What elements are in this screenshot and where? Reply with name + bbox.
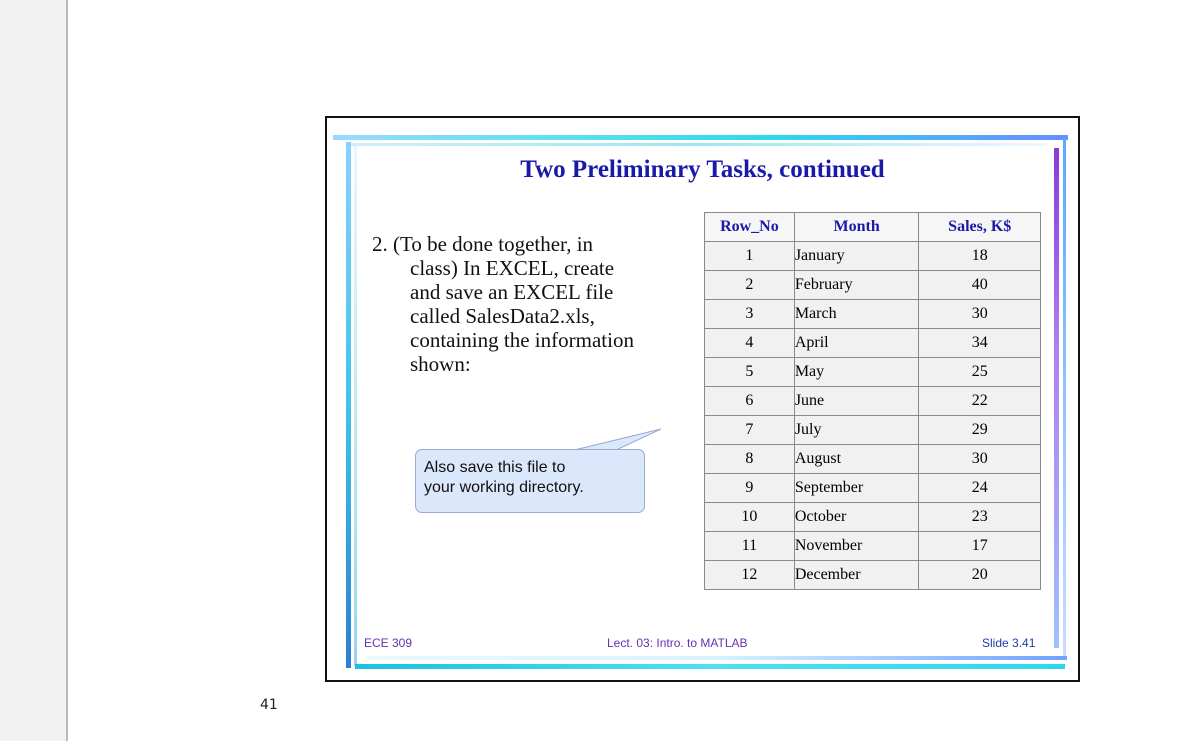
decorative-bottom-bar-inner bbox=[367, 656, 1067, 660]
footer-course: ECE 309 bbox=[364, 636, 413, 650]
cell-sales: 22 bbox=[919, 387, 1041, 416]
decorative-bottom-bar bbox=[355, 664, 1065, 669]
cell-row-no: 11 bbox=[705, 532, 795, 561]
cell-sales: 18 bbox=[919, 242, 1041, 271]
cell-month: January bbox=[794, 242, 919, 271]
cell-month: October bbox=[794, 503, 919, 532]
cell-month: May bbox=[794, 358, 919, 387]
cell-month: November bbox=[794, 532, 919, 561]
cell-row-no: 6 bbox=[705, 387, 795, 416]
cell-row-no: 7 bbox=[705, 416, 795, 445]
cell-row-no: 5 bbox=[705, 358, 795, 387]
item-number: 2. bbox=[372, 232, 388, 256]
table-row bbox=[705, 561, 1041, 590]
decorative-top-bar bbox=[333, 135, 1068, 140]
callout-box bbox=[415, 449, 645, 513]
cell-row-no: 1 bbox=[705, 242, 795, 271]
footer-slide-number: Slide 3.41 bbox=[982, 636, 1036, 650]
table-row bbox=[705, 271, 1041, 300]
header-row-no: Row_No bbox=[705, 213, 795, 242]
body-line-2: class) In EXCEL, create bbox=[410, 256, 615, 280]
cell-month: July bbox=[794, 416, 919, 445]
table-row bbox=[705, 503, 1041, 532]
cell-sales: 30 bbox=[919, 445, 1041, 474]
body-line-4: called SalesData2.xls, bbox=[410, 304, 595, 328]
decorative-top-bar-inner bbox=[347, 143, 1047, 146]
page-number: 41 bbox=[260, 697, 278, 713]
header-sales: Sales, K$ bbox=[919, 213, 1041, 242]
callout-line-1: Also save this file to bbox=[424, 459, 566, 476]
decorative-right-bar bbox=[1054, 148, 1059, 648]
decorative-left-bar bbox=[346, 142, 351, 668]
table-row bbox=[705, 300, 1041, 329]
footer-lecture: Lect. 03: Intro. to MATLAB bbox=[607, 636, 748, 650]
cell-sales: 29 bbox=[919, 416, 1041, 445]
table-header-row bbox=[705, 213, 1041, 242]
cell-row-no: 12 bbox=[705, 561, 795, 590]
cell-sales: 40 bbox=[919, 271, 1041, 300]
body-line-5: containing the information bbox=[410, 328, 634, 352]
table-row bbox=[705, 358, 1041, 387]
cell-month: February bbox=[794, 271, 919, 300]
cell-sales: 17 bbox=[919, 532, 1041, 561]
table-row bbox=[705, 387, 1041, 416]
header-month: Month bbox=[794, 213, 919, 242]
cell-row-no: 10 bbox=[705, 503, 795, 532]
cell-row-no: 8 bbox=[705, 445, 795, 474]
document-page bbox=[66, 0, 1187, 741]
cell-month: August bbox=[794, 445, 919, 474]
cell-row-no: 3 bbox=[705, 300, 795, 329]
body-line-6: shown: bbox=[410, 352, 471, 376]
table-row bbox=[705, 532, 1041, 561]
cell-sales: 25 bbox=[919, 358, 1041, 387]
cell-month: April bbox=[794, 329, 919, 358]
cell-month: September bbox=[794, 474, 919, 503]
table-row bbox=[705, 329, 1041, 358]
sales-table bbox=[704, 212, 1041, 590]
callout-line-2: your working directory. bbox=[424, 479, 584, 496]
cell-month: March bbox=[794, 300, 919, 329]
cell-sales: 34 bbox=[919, 329, 1041, 358]
decorative-left-bar-inner bbox=[354, 146, 357, 666]
body-line-1: (To be done together, in bbox=[393, 232, 594, 256]
cell-sales: 24 bbox=[919, 474, 1041, 503]
table-row bbox=[705, 416, 1041, 445]
slide-title: Two Preliminary Tasks, continued bbox=[520, 156, 885, 183]
cell-month: June bbox=[794, 387, 919, 416]
table-row bbox=[705, 445, 1041, 474]
body-line-3: and save an EXCEL file bbox=[410, 280, 614, 304]
cell-row-no: 2 bbox=[705, 271, 795, 300]
table-row bbox=[705, 242, 1041, 271]
table-row bbox=[705, 474, 1041, 503]
cell-sales: 20 bbox=[919, 561, 1041, 590]
cell-row-no: 9 bbox=[705, 474, 795, 503]
cell-sales: 30 bbox=[919, 300, 1041, 329]
decorative-right-bar-outer bbox=[1063, 138, 1066, 658]
cell-row-no: 4 bbox=[705, 329, 795, 358]
cell-sales: 23 bbox=[919, 503, 1041, 532]
slide-body-text bbox=[372, 232, 692, 376]
cell-month: December bbox=[794, 561, 919, 590]
slide bbox=[325, 116, 1080, 682]
